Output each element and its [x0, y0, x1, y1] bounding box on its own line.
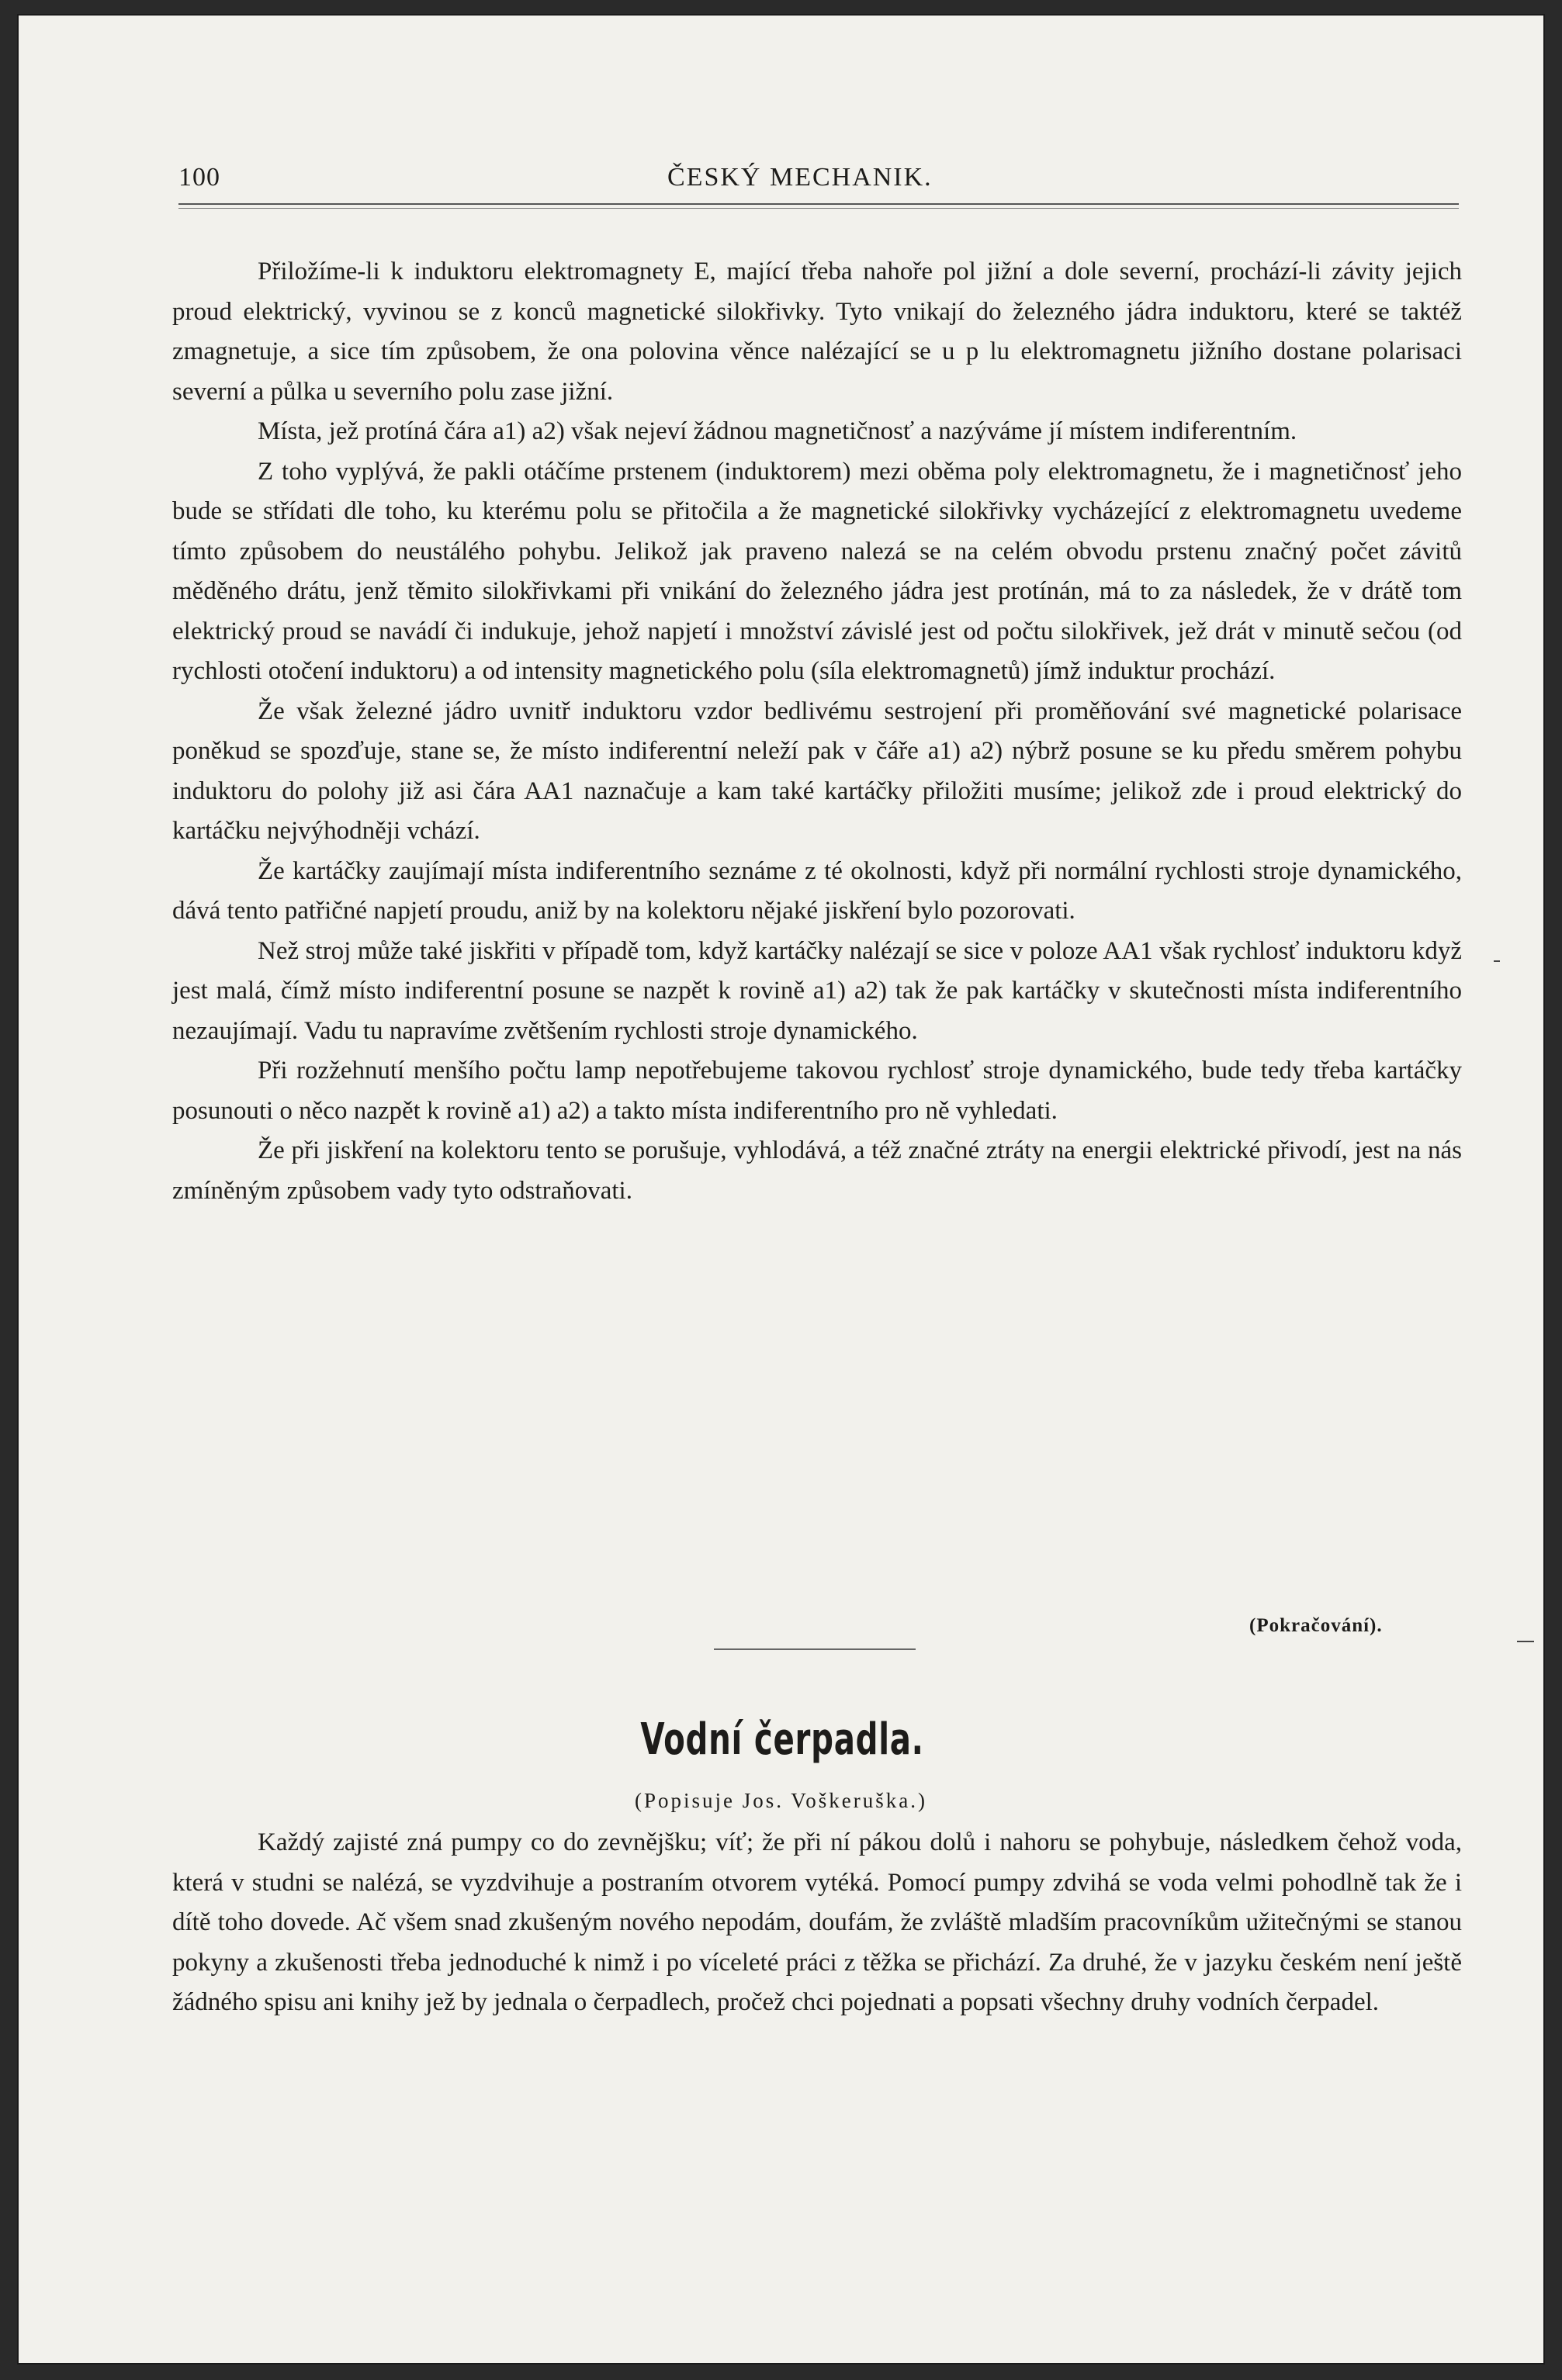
- header-rule: [178, 203, 1459, 209]
- paragraph: Přiložíme-li k induktoru elektromagnety E, mající třeba nahoře pol jižní a dole severní, prochází-li závity jejich proud elektrický, vyvinou se z konců magnetické silokřivky. Tyto vnikají do železného jádra induktoru, které se taktéž zmagnetuje, a sice tím způsobem, že ona polovina věnce nalézající se u p lu elektromagnetu jižního dostane polarisaci severní a půlka u severního polu zase jižní.: [172, 258, 1462, 406]
- margin-mark: [1494, 960, 1500, 962]
- continued-note: (Pokračování).: [1249, 1615, 1383, 1636]
- paragraph: Každý zajisté zná pumpy co do zevnějšku; víť; že při ní pákou dolů i nahoru se pohybuje, následkem čehož voda, která v studni se nalézá, se vyzdvihuje a postraním otvorem vytéká. Pomocí pumpy zdvihá se voda velmi pohodlně tak že i dítě toho dovede. Ač všem snad zkušeným nového nepodám, doufám, že zvláště mladším pracovníkům užitečnými se stanou pokyny a zkušenosti třeba jednoduché k nimž i po víceleté práci z těžka se přichází. Za druhé, že v jazyku českém není ještě žádného spisu ani knihy jež by jednala o čerpadlech, pročež chci pojednati a popsati všechny druhy vodních čerpadel.: [172, 1828, 1462, 2016]
- section-divider: [714, 1648, 916, 1650]
- paragraph: Při rozžehnutí menšího počtu lamp nepotřebujeme takovou rychlosť stroje dynamického, bude tedy třeba kartáčky posunouti o něco nazpět k rovině a1) a2) a takto místa indiferentního pro ně vyhledati.: [172, 1057, 1462, 1125]
- paragraph: Z toho vyplývá, že pakli otáčíme prstenem (induktorem) mezi oběma poly elektromagnetu, že i magnetičnosť jeho bude se střídati dle toho, ku kterému polu se přitočila a že magnetické silokřivky vycházející z elektromagnetu uvedeme tímto způsobem do neustálého pohybu. Jelikož jak praveno nalezá se na celém obvodu prstenu značný počet závitů měděného drátu, jenž těmito silokřivkami při vnikání do železného jádra jest protínán, má to za následek, že v drátě tom elektrický proud se navádí či indukuje, jehož napjetí i množství závislé jest od počtu silokřivek, jež drát v minutě sečou (od rychlosti otočení induktoru) a od intensity magnetického polu (síla elektromagnetů) jímž induktur prochází.: [172, 457, 1462, 685]
- paragraph: Že při jiskření na kolektoru tento se porušuje, vyhlodává, a též značné ztráty na energii elektrické přivodí, jest na nás zmíněným způsobem vady tyto odstraňovati.: [172, 1136, 1462, 1205]
- article-title: Vodní čerpadla.: [640, 1714, 924, 1765]
- paragraph: Místa, jež protíná čára a1) a2) však nejeví žádnou magnetičnosť a nazýváme jí místem indiferentním.: [258, 417, 1297, 445]
- journal-title: ČESKÝ MECHANIK.: [667, 163, 933, 192]
- article-body: [172, 1823, 1462, 2023]
- paragraph: Že kartáčky zaujímají místa indiferentního seznáme z té okolnosti, když při normální rychlosti stroje dynamického, dává tento patřičné napjetí proudu, aniž by na kolektoru nějaké jiskření bylo pozorovati.: [172, 856, 1462, 925]
- margin-mark: [1517, 1641, 1534, 1642]
- running-head: [178, 163, 1459, 202]
- article-continuation: [172, 252, 1462, 1211]
- page-number: 100: [178, 163, 220, 192]
- article-byline: (Popisuje Jos. Voškeruška.): [634, 1789, 927, 1812]
- paragraph: Že však železné jádro uvnitř induktoru vzdor bedlivému sestrojení při proměňování své magnetické polarisace poněkud se spozďuje, stane se, že místo indiferentní neleží pak v čáře a1) a2) nýbrž posune se ku předu směrem pohybu induktoru do polohy již asi čára AA1 naznačuje a kam také kartáčky přiložiti musíme; jelikož zde i proud elektrický do kartáčku nejvýhodněji vchází.: [172, 697, 1462, 845]
- paragraph: Než stroj může také jiskřiti v případě tom, když kartáčky nalézají se sice v poloze AA1 však rychlosť induktoru když jest malá, čímž místo indiferentní posune se nazpět k rovině a1) a2) tak že pak kartáčky v skutečnosti místa indiferentního nezaujímají. Vadu tu napravíme zvětšením rychlosti stroje dynamického.: [172, 936, 1462, 1045]
